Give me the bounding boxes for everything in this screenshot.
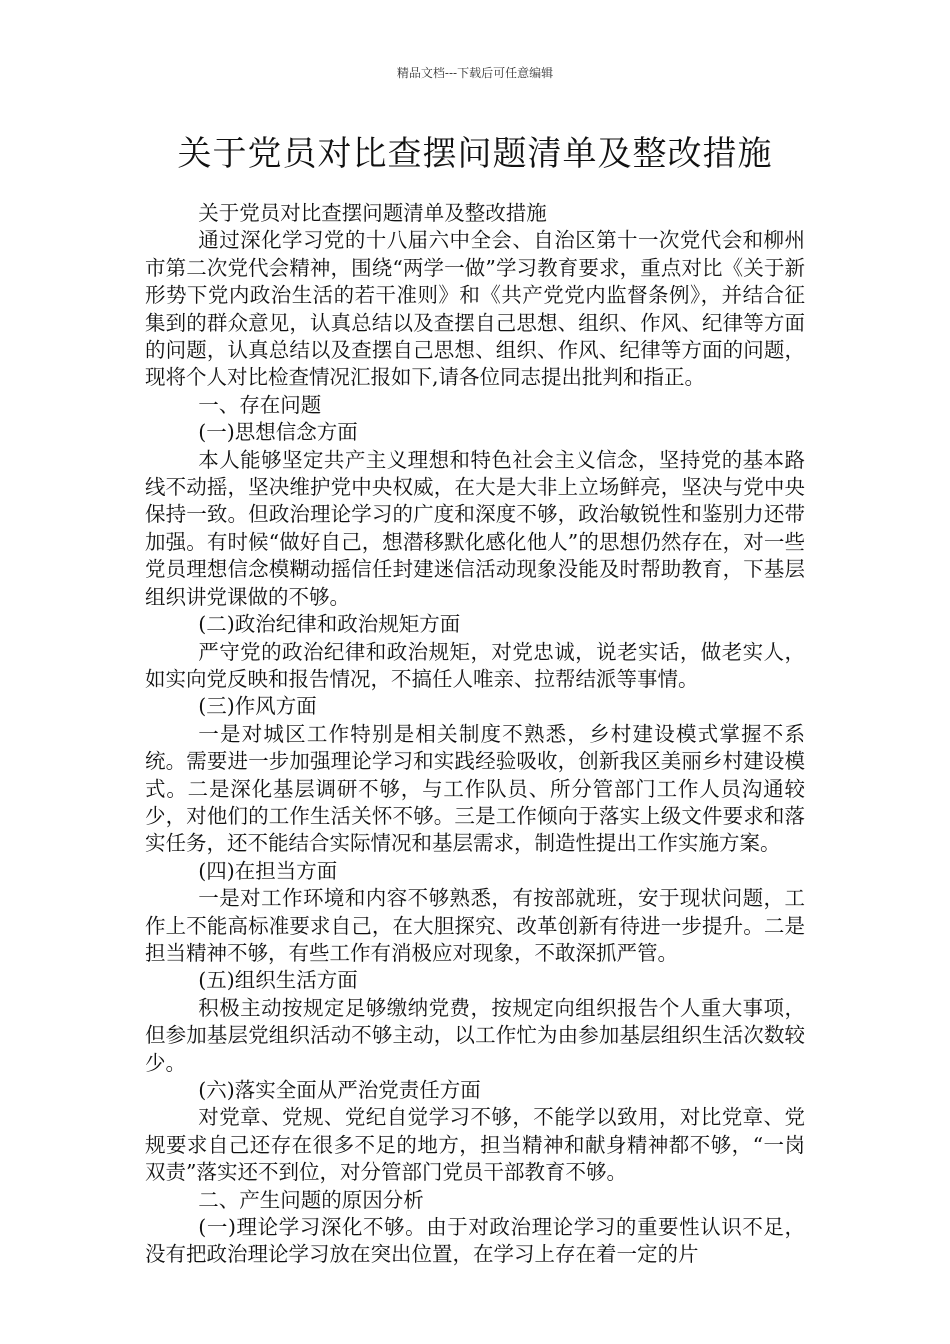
paragraph: (一)理论学习深化不够。由于对政治理论学习的重要性认识不足，没有把政治理论学习放在突出位置，在学习上存在着一定的片 (145, 1215, 805, 1267)
paragraph: 关于党员对比查摆问题清单及整改措施 (198, 201, 547, 225)
section-heading: 一、存在问题 (198, 392, 322, 417)
subsection-heading: (二)政治纪律和政治规矩方面 (198, 612, 461, 637)
subsection-heading: (五)组织生活方面 (198, 968, 358, 993)
paragraph: 积极主动按规定足够缴纳党费，按规定向组织报告个人重大事项，但参加基层党组织活动不够主动，以工作忙为由参加基层组织生活次数较少。 (145, 995, 805, 1075)
subsection-heading: (三)作风方面 (198, 694, 317, 719)
paragraph: 一是对城区工作特别是相关制度不熟悉，乡村建设模式掌握不系统。需要进一步加强理论学习和实践经验吸收，创新我区美丽乡村建设模式。二是深化基层调研不够，与工作队员、所分管部门工作人员沟通较少，对他们的工作生活关怀不够。三是工作倾向于落实上级文件要求和落实任务，还不能结合实际情况和基层需求，制造性提出工作实施方案。 (145, 721, 805, 856)
subsection-heading: (四)在担当方面 (198, 858, 338, 883)
paragraph: 本人能够坚定共产主义理想和特色社会主义信念，坚持党的基本路线不动摇，坚决维护党中央权威，在大是大非上立场鲜亮，坚决与党中央保持一致。但政治理论学习的广度和深度不够，政治敏锐性和鉴别力还带加强。有时候“做好自己，想潜移默化感化他人”的思想仍然存在，对一些党员理想信念模糊动摇信任封建迷信活动现象没能及时帮助教育，下基层组织讲党课做的不够。 (145, 447, 805, 609)
page-header: 精品文档---下载后可任意编辑 (396, 66, 554, 80)
subsection-heading: (六)落实全面从严治党责任方面 (198, 1078, 481, 1102)
paragraph: 通过深化学习党的十八届六中全会、自治区第十一次党代会和柳州市第二次党代会精神，围绕“两学一做”学习教育要求，重点对比《关于新形势下党内政治生活的若干准则》和《共产党党内监督条例》，并结合征集到的群众意见，认真总结以及查摆自己思想、组织、作风、纪律等方面的问题，认真总结以及查摆自己思想、组织、作风、纪律等方面的问题，现将个人对比检查情况汇报如下,请各位同志提出批判和指正。 (145, 228, 805, 390)
paragraph: 严守党的政治纪律和政治规矩，对党忠诚，说老实话，做老实人，如实向党反映和报告情况，不搞任人唯亲、拉帮结派等事情。 (145, 639, 805, 691)
section-heading: 二、产生问题的原因分析 (198, 1187, 424, 1212)
document-title: 关于党员对比查摆问题清单及整改措施 (177, 134, 773, 174)
document-body (145, 200, 805, 1269)
subsection-heading: (一)思想信念方面 (198, 420, 358, 445)
paragraph: 对党章、党规、党纪自觉学习不够，不能学以致用，对比党章、党规要求自己还存在很多不足的地方，担当精神和献身精神都不够，“一岗双责”落实还不到位，对分管部门党员干部教育不够。 (145, 1105, 805, 1185)
paragraph: 一是对工作环境和内容不够熟悉，有按部就班，安于现状问题，工作上不能高标准要求自己，在大胆探究、改革创新有待进一步提升。二是担当精神不够，有些工作有消极应对现象，不敢深抓严管。 (145, 886, 805, 965)
